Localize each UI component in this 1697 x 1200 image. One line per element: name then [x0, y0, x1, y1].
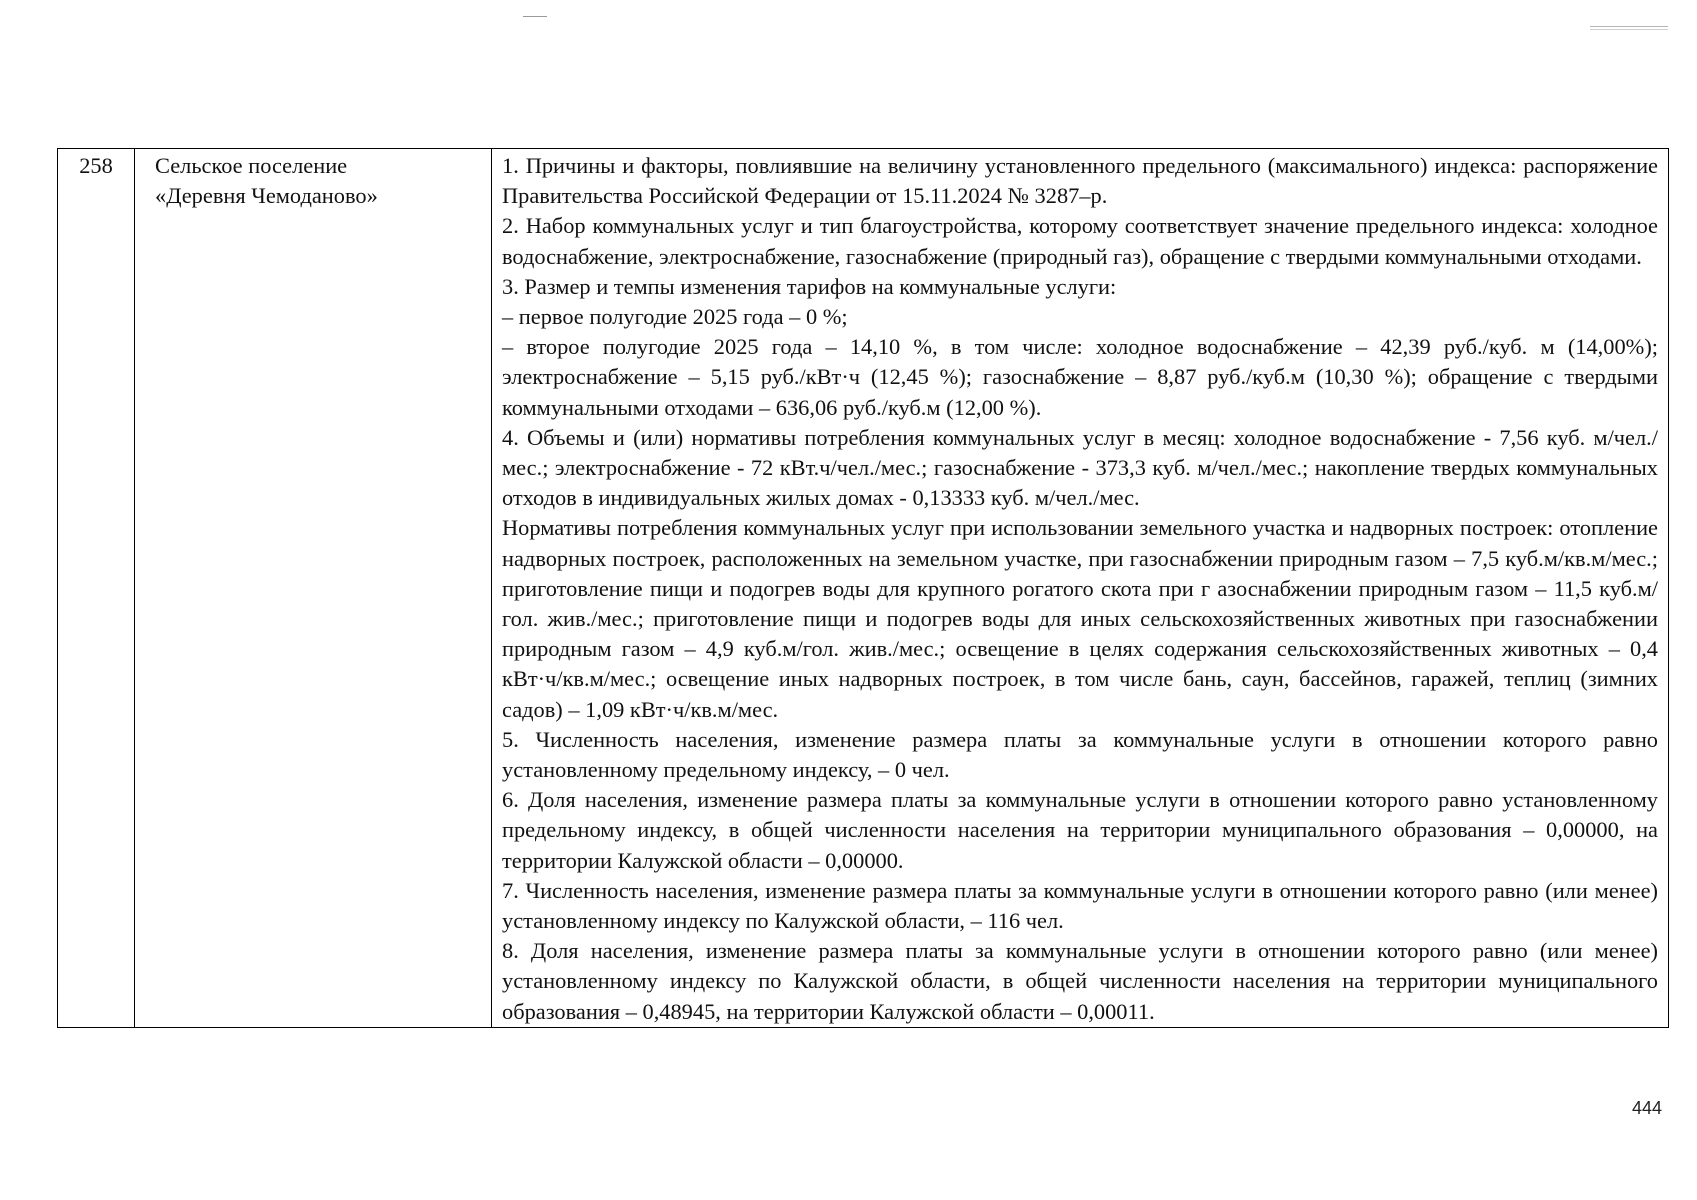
municipality-type: Сельское поселение — [155, 153, 348, 178]
index-justification-table — [57, 148, 1669, 1028]
paragraph-population-equal: 5. Численность населения, изменение размера платы за коммунальные услуги в отношении которого равно установленному предельному индексу, – 0 чел. — [502, 726, 1658, 783]
paragraph-tariffs-heading: 3. Размер и темпы изменения тарифов на коммунальные услуги: — [502, 273, 1117, 299]
paragraph-second-half: – второе полугодие 2025 года – 14,10 %, в том числе: холодное водоснабжение – 42,39 руб./куб. м (14,00%); электроснабжение – 5,15 руб./кВт·ч (12,45 %); газоснабжение – 8,87 руб./куб.м (10,30 %); обращение с твердыми коммунальными отходами – 636,06 руб./куб.м (12,00 %). — [502, 334, 1658, 420]
paragraph-share-equal: 6. Доля населения, изменение размера платы за коммунальные услуги в отношении которого равно установленному предельному индексу, в общей численности населения на территории муниципального образования – 0,00000, на территории Калужской области – 0,00000. — [502, 787, 1658, 873]
paragraph-land-plot-norms: Нормативы потребления коммунальных услуг при использовании земельного участка и надворных построек: отопление надворных построек, расположенных на земельном участке, при газоснабжении природным газом – 7,5 куб.м/кв.м/мес.; приготовление пищи и подогрев воды для крупного рогатого скота при г азоснабжении природным газом – 11,5 куб.м/гол. жив./мес.; приготовление пищи и подогрев воды для иных сельскохозяйственных животных при газоснабжении природным газом – 4,9 куб.м/гол. жив./мес.; освещение в целях содержания сельскохозяйственных животных – 0,4 кВт·ч/кв.м/мес.; освещение иных надворных построек, в том числе бань, саун, бассейнов, гаражей, теплиц (зимних садов) – 1,09 кВт·ч/кв.м/мес. — [502, 515, 1658, 722]
paragraph-share-less: 8. Доля населения, изменение размера платы за коммунальные услуги в отношении которого равно (или менее) установленному индексу по Калужской области, в общей численности населения на территории муниципального образования – 0,48945, на территории Калужской области – 0,00011. — [502, 938, 1658, 1024]
row-number: 258 — [79, 153, 113, 178]
municipality-name: «Деревня Чемоданово» — [155, 183, 378, 209]
paragraph-population-less: 7. Численность населения, изменение размера платы за коммунальные услуги в отношении которого равно (или менее) установленному индексу по Калужской области, – 116 чел. — [502, 877, 1658, 934]
row-number-cell — [58, 149, 135, 1028]
justification-cell — [492, 149, 1669, 1028]
scan-artifact-line — [523, 16, 547, 17]
table-row — [58, 149, 1669, 1028]
municipality-cell — [135, 149, 492, 1028]
scan-artifact-line — [1590, 26, 1668, 27]
paragraph-consumption-volumes: 4. Объемы и (или) нормативы потребления коммунальных услуг в месяц: холодное водоснабжение - 7,56 куб. м/чел./мес.; электроснабжение - 72 кВт.ч/чел./мес.; газоснабжение - 373,3 куб. м/чел./мес.; накопление твердых коммунальных отходов в индивидуальных жилых домах - 0,13333 куб. м/чел./мес. — [502, 424, 1658, 511]
paragraph-reasons: 1. Причины и факторы, повлиявшие на величину установленного предельного (максимального) индекса: распоряжение Правительства Российской Федерации от 15.11.2024 № 3287–р. — [502, 153, 1658, 209]
paragraph-services-set: 2. Набор коммунальных услуг и тип благоустройства, которому соответствует значение предельного индекса: холодное водоснабжение, электроснабжение, газоснабжение (природный газ), обращение с твердыми коммунальными отходами. — [502, 213, 1658, 269]
paragraph-first-half: – первое полугодие 2025 года – 0 %; — [502, 304, 848, 330]
scan-artifact-line — [1590, 29, 1668, 30]
page-number: 444 — [1631, 1098, 1662, 1118]
